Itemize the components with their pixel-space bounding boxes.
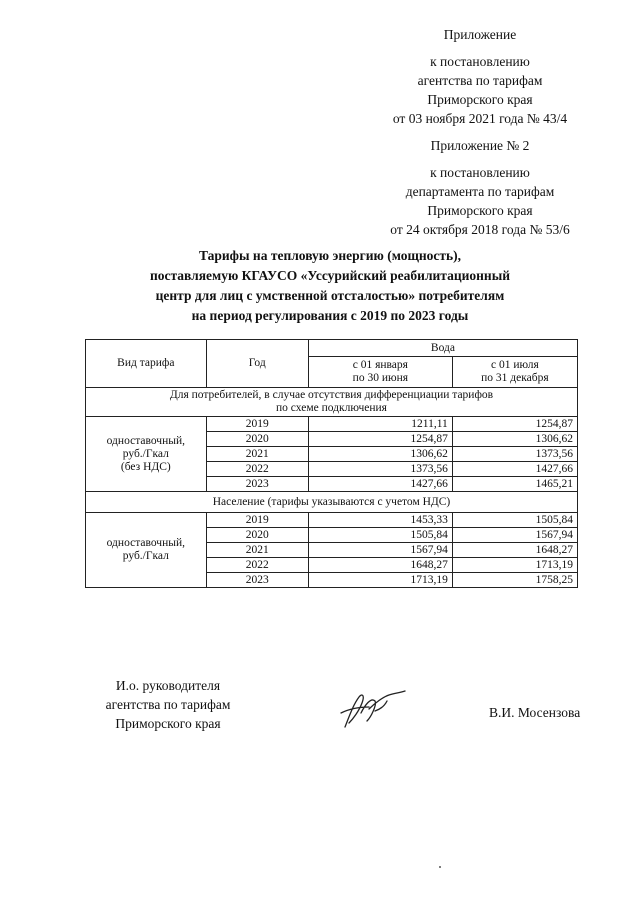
tariff-type-line: (без НДС) — [120, 460, 171, 473]
annex-line: от 24 октября 2018 года № 53/6 — [390, 222, 570, 237]
value-cell: 1427,66 — [452, 462, 577, 477]
tariff-type-line: руб./Гкал — [122, 550, 169, 562]
annex-heading: Приложение — [443, 27, 517, 42]
value-cell: 1758,25 — [452, 573, 577, 588]
value-cell: 1648,27 — [452, 543, 577, 558]
title-line: поставляемую КГАУСО «Уссурийский реабилитационный — [149, 268, 511, 283]
signatory-position-line: агентства по тарифам — [105, 697, 231, 712]
annex-line: агентства по тарифам — [417, 73, 543, 88]
value-cell: 1713,19 — [452, 558, 577, 573]
signatory-name: В.И. Мосензова — [489, 705, 581, 720]
header-water: Вода — [308, 340, 577, 357]
table-row — [86, 417, 578, 432]
section-heading-row — [86, 388, 578, 417]
value-cell: 1254,87 — [308, 432, 452, 447]
value-cell: 1567,94 — [452, 528, 577, 543]
value-cell: 1505,84 — [452, 513, 577, 528]
header-period-first-half — [308, 357, 452, 388]
value-cell: 1713,19 — [308, 573, 452, 588]
year-cell: 2022 — [206, 558, 308, 573]
year-cell: 2021 — [206, 543, 308, 558]
value-cell: 1373,56 — [452, 447, 577, 462]
annex-note-original — [362, 136, 598, 239]
year-cell: 2019 — [206, 417, 308, 432]
annex-line: Приморского края — [427, 203, 533, 218]
section-title-line: по схеме подключения — [276, 402, 387, 414]
title-line: центр для лиц с умственной отсталостью» потребителям — [155, 288, 505, 303]
value-cell: 1373,56 — [308, 462, 452, 477]
title-line: на период регулирования с 2019 по 2023 годы — [191, 308, 469, 323]
annex-line: к постановлению — [430, 54, 530, 69]
value-cell: 1306,62 — [452, 432, 577, 447]
annex-note-current — [362, 25, 598, 128]
header-period-second-half — [452, 357, 577, 388]
year-cell: 2022 — [206, 462, 308, 477]
year-cell: 2019 — [206, 513, 308, 528]
value-cell: 1465,21 — [452, 477, 577, 492]
header-year: Год — [206, 340, 308, 388]
header-period-line: с 01 июля — [490, 359, 539, 371]
header-period-line: по 30 июня — [352, 372, 409, 384]
annex-line: от 03 ноября 2021 года № 43/4 — [392, 111, 568, 126]
title-line: Тарифы на тепловую энергию (мощность), — [198, 248, 462, 263]
value-cell: 1427,66 — [308, 477, 452, 492]
header-tariff-type: Вид тарифа — [86, 340, 207, 388]
value-cell: 1254,87 — [452, 417, 577, 432]
document-title — [60, 246, 600, 326]
tariff-type-line: одноставочный, — [106, 537, 185, 549]
header-period-line: с 01 января — [352, 359, 408, 371]
section-heading-row — [86, 492, 578, 513]
year-cell: 2020 — [206, 528, 308, 543]
value-cell: 1306,62 — [308, 447, 452, 462]
signatory-position — [88, 676, 248, 733]
tariff-table — [85, 339, 578, 588]
scan-speck — [439, 866, 441, 868]
tariff-type-cell — [86, 513, 207, 588]
year-cell: 2020 — [206, 432, 308, 447]
section-title-general — [86, 388, 578, 417]
value-cell: 1453,33 — [308, 513, 452, 528]
value-cell: 1648,27 — [308, 558, 452, 573]
value-cell: 1211,11 — [308, 417, 452, 432]
year-cell: 2021 — [206, 447, 308, 462]
annex-line: Приморского края — [427, 92, 533, 107]
tariff-type-line: одноставочный, — [106, 434, 185, 447]
tariff-type-cell — [86, 417, 207, 492]
year-cell: 2023 — [206, 573, 308, 588]
year-cell: 2023 — [206, 477, 308, 492]
section-title-line: Для потребителей, в случае отсутствия дифференциации тарифов — [169, 389, 494, 401]
header-period-line: по 31 декабря — [481, 372, 549, 384]
value-cell: 1567,94 — [308, 543, 452, 558]
annex-line: к постановлению — [430, 165, 530, 180]
tariff-type-line: руб./Гкал — [122, 447, 169, 460]
annex-line: департамента по тарифам — [405, 184, 555, 199]
signatory-position-line: Приморского края — [115, 716, 221, 731]
annex-heading: Приложение № 2 — [430, 138, 530, 153]
signatory-position-line: И.о. руководителя — [115, 678, 221, 693]
value-cell: 1505,84 — [308, 528, 452, 543]
handwritten-signature — [335, 683, 410, 733]
table-row — [86, 513, 578, 528]
section-title-population: Население (тарифы указываются с учетом НДС) — [86, 492, 578, 513]
